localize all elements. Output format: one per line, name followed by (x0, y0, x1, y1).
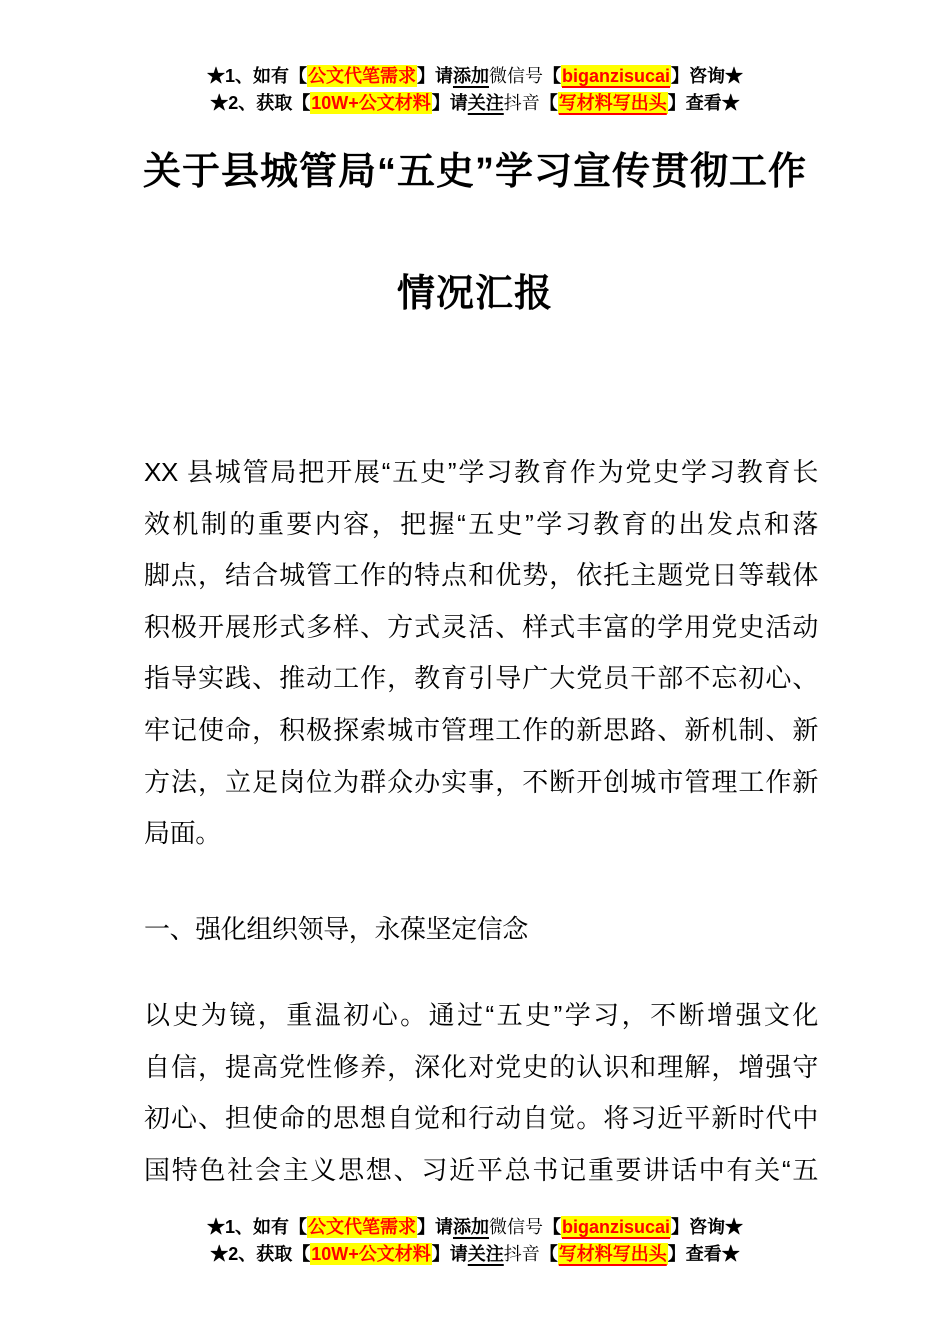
promo-line2-highlight-materials: 10W+公文材料 (311, 93, 431, 113)
promo-line1-wechat-id: biganzisucai (561, 1217, 671, 1237)
promo-line2-prefix: ★2、获取【 (210, 1244, 311, 1264)
promo-line2-mid: 】请 (431, 93, 468, 113)
promo-line1-bracket: 【 (542, 66, 561, 86)
promo-line1-wechat-label: 微信号 (488, 1217, 543, 1237)
promo-line2-douyin-id: 写材料写出头 (558, 1244, 667, 1264)
paragraph-2-line: 初心、担使命的思想自觉和行动自觉。将习近平新时代中 (144, 1103, 818, 1134)
promo-banner-bottom (0, 1214, 950, 1268)
promo-line2-suffix: 】查看★ (667, 1244, 740, 1264)
promo-line2-douyin-id: 写材料写出头 (558, 93, 667, 113)
promo-line1-underlined-add: 添加 (452, 1217, 489, 1237)
promo-line1-wechat-label: 微信号 (488, 66, 543, 86)
promo-line1-prefix: ★1、如有【 (206, 66, 307, 86)
paragraph-2-line: 自信，提高党性修养，深化对党史的认识和理解，增强守 (144, 1051, 818, 1082)
document-title-line-2: 情况汇报 (396, 273, 553, 315)
section-heading-1: 一、强化组织领导，永葆坚定信念 (144, 914, 529, 944)
paragraph-2 (144, 990, 818, 1196)
document-title (0, 111, 950, 355)
promo-line2-bracket: 【 (539, 93, 558, 113)
document-title-line-1: 关于县城管局“五史”学习宣传贯彻工作 (142, 151, 807, 193)
promo-banner-top (0, 63, 950, 117)
promo-line2-douyin-label: 抖音 (503, 1244, 540, 1264)
paragraph-1-line: 脚点，结合城管工作的特点和优势，依托主题党日等载体 (144, 560, 818, 591)
paragraph-1 (144, 447, 818, 860)
promo-line2-mid: 】请 (431, 1244, 468, 1264)
promo-line1-wechat-id: biganzisucai (561, 66, 671, 86)
promo-line2-bracket: 【 (539, 1244, 558, 1264)
promo-line2-highlight-materials: 10W+公文材料 (311, 1244, 431, 1264)
paragraph-1-line: XX 县城管局把开展“五史”学习教育作为党史学习教育长 (144, 457, 818, 487)
promo-line1-highlight-service: 公文代笔需求 (307, 1217, 416, 1237)
paragraph-1-line: 效机制的重要内容，把握“五史”学习教育的出发点和落 (144, 508, 818, 539)
paragraph-1-line: 局面。 (144, 818, 221, 849)
promo-line1-bracket: 【 (542, 1217, 561, 1237)
paragraph-1-line: 牢记使命，积极探索城市管理工作的新思路、新机制、新 (144, 714, 818, 745)
paragraph-1-line: 指导实践、推动工作，教育引导广大党员干部不忘初心、 (144, 663, 818, 694)
promo-bottom-line-2 (0, 1241, 950, 1268)
promo-line2-suffix: 】查看★ (667, 93, 740, 113)
promo-line1-mid: 】请 (416, 66, 453, 86)
promo-line1-prefix: ★1、如有【 (206, 1217, 307, 1237)
promo-line2-underlined-follow: 关注 (467, 93, 504, 113)
promo-line1-mid: 】请 (416, 1217, 453, 1237)
promo-line1-suffix: 】咨询★ (671, 1217, 744, 1237)
promo-top-line-1 (0, 63, 950, 90)
paragraph-2-line: 国特色社会主义思想、习近平总书记重要讲话中有关“五 (144, 1154, 818, 1185)
promo-line2-prefix: ★2、获取【 (210, 93, 311, 113)
promo-line2-underlined-follow: 关注 (467, 1244, 504, 1264)
promo-line2-douyin-label: 抖音 (503, 93, 540, 113)
promo-line1-underlined-add: 添加 (452, 66, 489, 86)
paragraph-2-line: 以史为镜，重温初心。通过“五史”学习，不断增强文化 (144, 1000, 818, 1030)
promo-line1-suffix: 】咨询★ (671, 66, 744, 86)
paragraph-1-line: 方法，立足岗位为群众办实事，不断开创城市管理工作新 (144, 766, 818, 797)
promo-line1-highlight-service: 公文代笔需求 (307, 66, 416, 86)
promo-bottom-line-1 (0, 1214, 950, 1241)
paragraph-1-line: 积极开展形式多样、方式灵活、样式丰富的学用党史活动 (144, 611, 818, 642)
